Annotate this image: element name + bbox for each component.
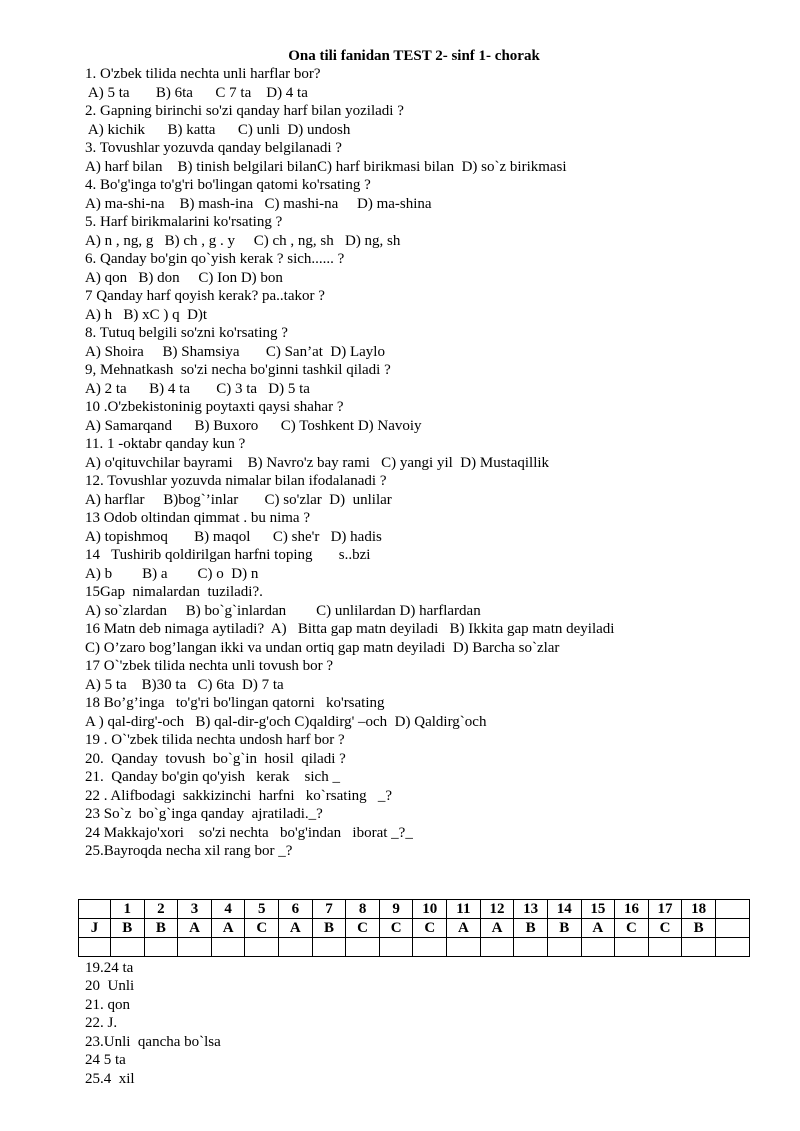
key-cell — [279, 938, 313, 957]
answer-options: A) 5 ta B)30 ta C) 6ta D) 7 ta — [85, 677, 284, 693]
answer-key-blank-row — [79, 938, 750, 957]
key-cell: 1 — [111, 900, 145, 919]
open-question: 24 Makkajo'xori so'zi nechta bo'g'indan iborat _?_ — [85, 825, 413, 841]
key-cell: C — [615, 919, 649, 938]
key-cell: 17 — [648, 900, 682, 919]
question-text: 3. Tovushlar yozuvda qanday belgilanadi ? — [85, 140, 342, 156]
answer-key-table — [78, 899, 750, 957]
answer-options: A) harflar B)bog`’inlar C) so'zlar D) unlilar — [85, 492, 392, 508]
key-cell: 14 — [547, 900, 581, 919]
key-cell — [648, 938, 682, 957]
open-question: 19 . O`'zbek tilida nechta undosh harf bor ? — [85, 732, 345, 748]
open-answer: 21. qon — [85, 997, 130, 1013]
key-cell: 3 — [178, 900, 212, 919]
answer-options: A) 5 ta B) 6ta C 7 ta D) 4 ta — [85, 85, 308, 101]
question-text: 6. Qanday bo'gin qo`yish kerak ? sich...... ? — [85, 251, 345, 267]
key-cell: A — [480, 919, 514, 938]
open-answer: 25.4 xil — [85, 1071, 135, 1087]
question-text: 9, Mehnatkash so'zi necha bo'ginni tashkil qiladi ? — [85, 362, 391, 378]
answer-options: A) n , ng, g B) ch , g . y C) ch , ng, sh D) ng, sh — [85, 233, 401, 249]
key-cell — [379, 938, 413, 957]
answer-options: A) o'qituvchilar bayrami B) Navro'z bay rami C) yangi yil D) Mustaqillik — [85, 455, 550, 471]
open-answer: 19.24 ta — [85, 960, 134, 976]
question-text: 11. 1 -oktabr qanday kun ? — [85, 436, 246, 452]
key-cell: 8 — [346, 900, 380, 919]
key-cell: B — [144, 919, 178, 938]
answer-options: C) O’zaro bog’langan ikki va undan ortiq gap matn deyiladi D) Barcha so`zlar — [85, 640, 560, 656]
key-cell — [245, 938, 279, 957]
key-cell — [79, 938, 111, 957]
key-cell: C — [379, 919, 413, 938]
key-cell: B — [312, 919, 346, 938]
key-cell — [480, 938, 514, 957]
question-text: 4. Bo'g'inga to'g'ri bo'lingan qatomi ko'rsating ? — [85, 177, 371, 193]
key-cell — [615, 938, 649, 957]
answer-options: A) topishmoq B) maqol C) she'r D) hadis — [85, 529, 382, 545]
key-cell: 13 — [514, 900, 548, 919]
answer-options: A) qon B) don C) Ion D) bon — [85, 270, 283, 286]
key-cell: 18 — [682, 900, 716, 919]
answer-options: A) so`zlardan B) bo`g`inlardan C) unlilardan D) harflardan — [85, 603, 481, 619]
open-question: 22 . Alifbodagi sakkizinchi harfni ko`rsating _? — [85, 788, 393, 804]
answer-key-numbers-row — [79, 900, 750, 919]
answer-options: A) Samarqand B) Buxoro C) Toshkent D) Navoiy — [85, 418, 422, 434]
key-cell — [716, 919, 750, 938]
key-cell: 15 — [581, 900, 615, 919]
answer-options: A) 2 ta B) 4 ta C) 3 ta D) 5 ta — [85, 381, 310, 397]
answer-options: A) kichik B) katta C) unli D) undosh — [85, 122, 351, 138]
open-answer: 20 Unli — [85, 978, 135, 994]
key-cell — [447, 938, 481, 957]
key-cell — [211, 938, 245, 957]
key-cell: B — [514, 919, 548, 938]
question-text: 2. Gapning birinchi so'zi qanday harf bilan yoziladi ? — [85, 103, 404, 119]
key-cell: 5 — [245, 900, 279, 919]
key-cell — [111, 938, 145, 957]
answer-key-letters-row — [79, 919, 750, 938]
key-cell — [79, 900, 111, 919]
key-cell: C — [346, 919, 380, 938]
question-text: 16 Matn deb nimaga aytiladi? A) Bitta gap matn deyiladi B) Ikkita gap matn deyiladi — [85, 621, 615, 637]
answer-options: A) ma-shi-na B) mash-ina C) mashi-na D) ma-shina — [85, 196, 432, 212]
key-cell: 4 — [211, 900, 245, 919]
key-cell — [144, 938, 178, 957]
open-question: 21. Qanday bo'gin qo'yish kerak sich _ — [85, 769, 340, 785]
key-cell — [413, 938, 447, 957]
key-cell: 2 — [144, 900, 178, 919]
open-answer: 24 5 ta — [85, 1052, 126, 1068]
key-cell — [716, 938, 750, 957]
key-cell: A — [178, 919, 212, 938]
question-text: 8. Tutuq belgili so'zni ko'rsating ? — [85, 325, 288, 341]
key-cell: 11 — [447, 900, 481, 919]
answer-options: A) h B) xC ) q D)t — [85, 307, 208, 323]
key-cell: C — [648, 919, 682, 938]
question-text: 12. Tovushlar yozuvda nimalar bilan ifodalanadi ? — [85, 473, 387, 489]
key-cell: 12 — [480, 900, 514, 919]
question-text: 7 Qanday harf qoyish kerak? pa..takor ? — [85, 288, 325, 304]
question-text: 5. Harf birikmalarini ko'rsating ? — [85, 214, 283, 230]
question-text: 15Gap nimalardan tuziladi?. — [85, 584, 263, 600]
key-cell: B — [111, 919, 145, 938]
open-question: 23 So`z bo`g`inga qanday ajratiladi._? — [85, 806, 323, 822]
page-title: Ona tili fanidan TEST 2- sinf 1- chorak — [288, 48, 540, 64]
key-cell: A — [447, 919, 481, 938]
question-text: 18 Bo’g’inga to'g'ri bo'lingan qatorni ko'rsating — [85, 695, 385, 711]
question-text: 13 Odob oltindan qimmat . bu nima ? — [85, 510, 310, 526]
key-cell: A — [211, 919, 245, 938]
key-cell — [547, 938, 581, 957]
key-cell: 6 — [279, 900, 313, 919]
open-answer: 23.Unli qancha bo`lsa — [85, 1034, 221, 1050]
question-text: 1. O'zbek tilida nechta unli harflar bor? — [85, 66, 321, 82]
key-cell — [178, 938, 212, 957]
key-cell — [682, 938, 716, 957]
key-cell: B — [682, 919, 716, 938]
key-cell: C — [413, 919, 447, 938]
key-cell: B — [547, 919, 581, 938]
key-cell: J — [79, 919, 111, 938]
key-cell: 10 — [413, 900, 447, 919]
answer-options: A) Shoira B) Shamsiya C) San’at D) Laylo — [85, 344, 385, 360]
open-question: 20. Qanday tovush bo`g`in hosil qiladi ? — [85, 751, 346, 767]
answer-options: A) b B) a C) o D) n — [85, 566, 259, 582]
key-cell: A — [581, 919, 615, 938]
key-cell — [581, 938, 615, 957]
open-answer: 22. J. — [85, 1015, 118, 1031]
key-cell — [346, 938, 380, 957]
answer-options: A) harf bilan B) tinish belgilari bilanC) harf birikmasi bilan D) so`z birikmasi — [85, 159, 567, 175]
open-question: 25.Bayroqda necha xil rang bor _? — [85, 843, 293, 859]
key-cell: 7 — [312, 900, 346, 919]
key-cell: 9 — [379, 900, 413, 919]
key-cell: A — [279, 919, 313, 938]
key-cell: C — [245, 919, 279, 938]
key-cell — [716, 900, 750, 919]
key-cell — [514, 938, 548, 957]
question-text: 10 .O'zbekistoninig poytaxti qaysi shahar ? — [85, 399, 344, 415]
question-text: 17 O`'zbek tilida nechta unli tovush bor ? — [85, 658, 334, 674]
key-cell — [312, 938, 346, 957]
key-cell: 16 — [615, 900, 649, 919]
question-text: 14 Tushirib qoldirilgan harfni toping s..bzi — [85, 547, 371, 563]
answer-options: A ) qal-dirg'-och B) qal-dir-g'och C)qaldirg' –och D) Qaldirg`och — [85, 714, 487, 730]
